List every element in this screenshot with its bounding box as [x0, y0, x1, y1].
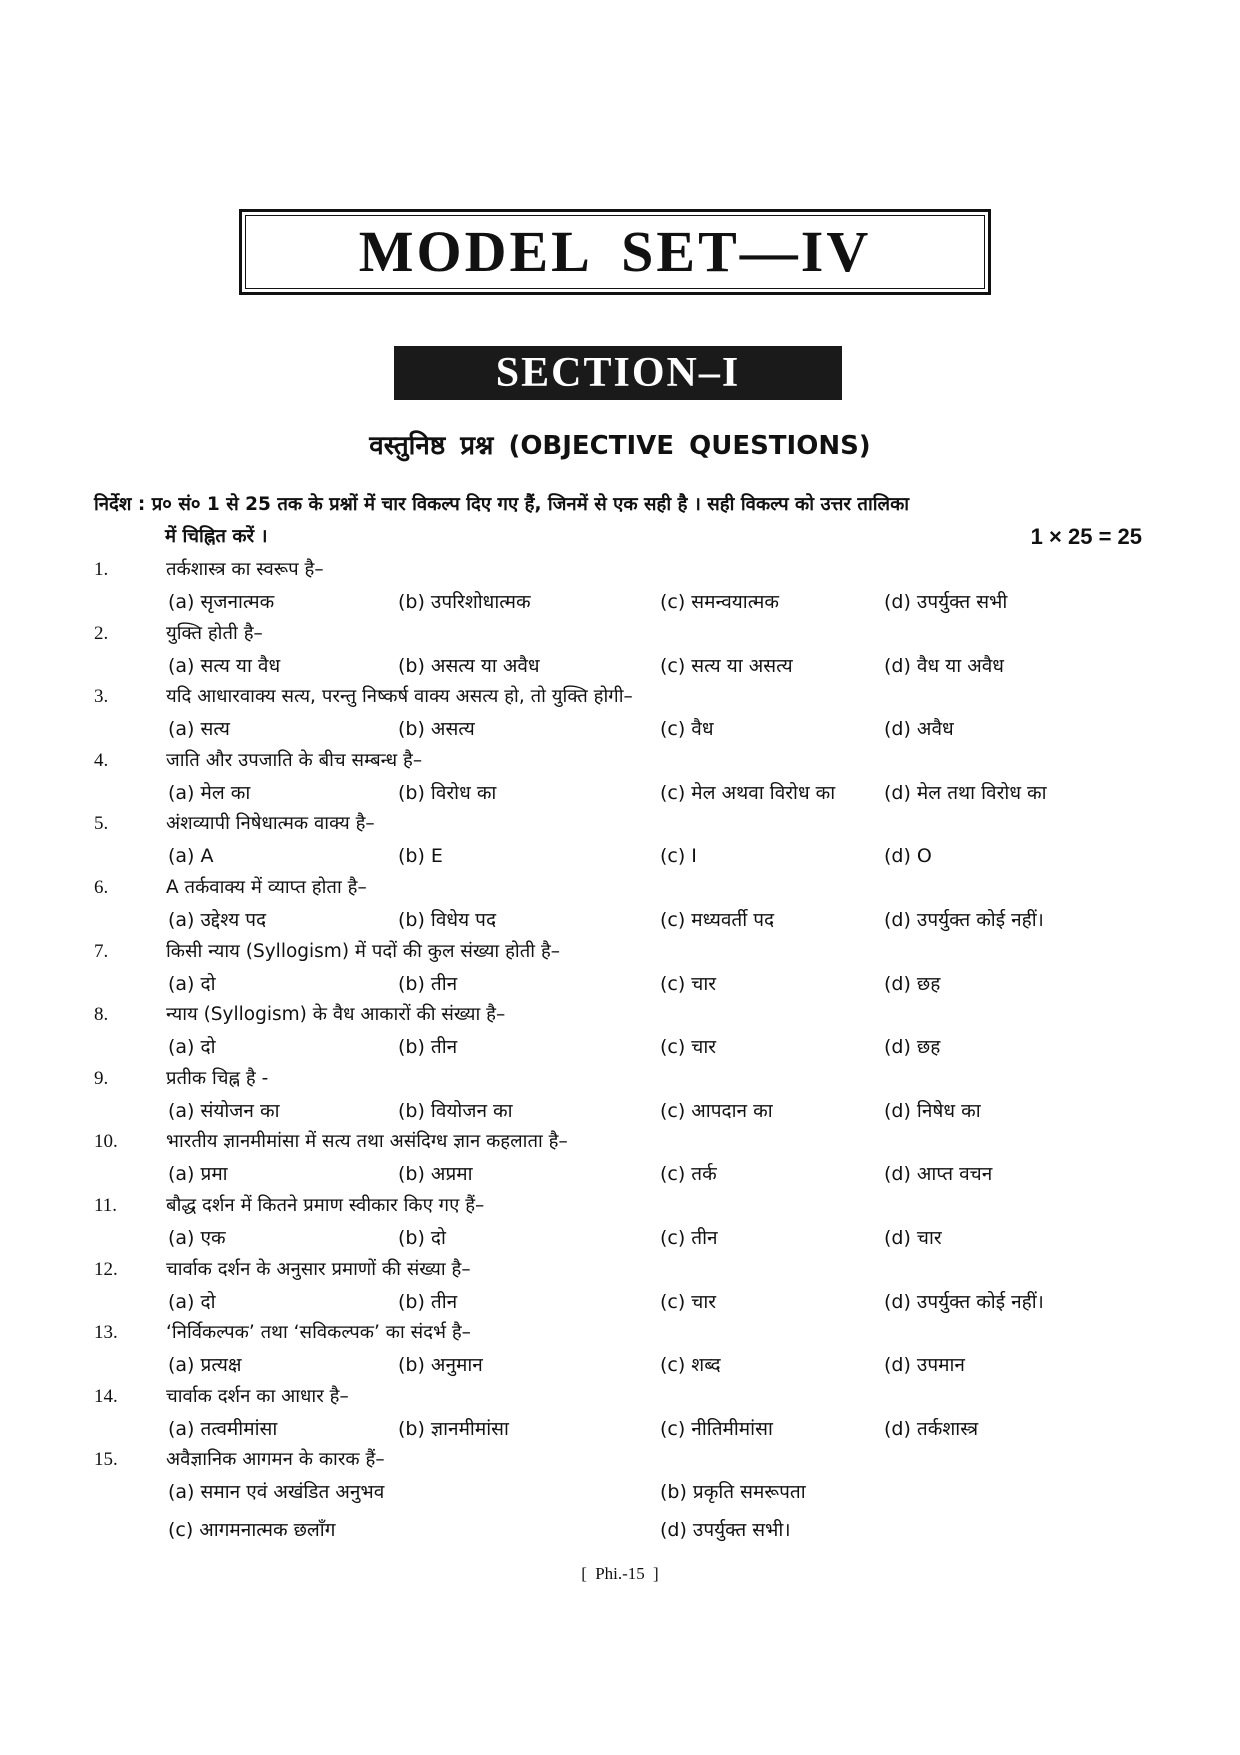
- question-number: 15.: [94, 1449, 118, 1471]
- option-b: (b) दो: [398, 1226, 446, 1249]
- option-c: (c) समन्वयात्मक: [660, 591, 779, 613]
- option-c: (c) आगमनात्मक छलाँग: [168, 1519, 336, 1542]
- question-item: [0, 1190, 1240, 1254]
- option-c: (c) I: [660, 845, 697, 868]
- option-b: (b) अप्रमा: [398, 1163, 473, 1186]
- question-item: [0, 1063, 1240, 1127]
- question-number: 3.: [94, 686, 109, 708]
- option-a: (a) उद्देश्य पद: [168, 908, 267, 931]
- question-item: [0, 1317, 1240, 1381]
- question-number: 10.: [94, 1131, 118, 1153]
- question-text: अंशव्यापी निषेधात्मक वाक्य है–: [166, 813, 375, 835]
- option-d: (d) निषेध का: [884, 1099, 981, 1122]
- model-set-title-box: [239, 209, 991, 295]
- option-c: (c) आपदान का: [660, 1099, 773, 1122]
- question-text: न्याय (Syllogism) के वैध आकारों की संख्या है–: [166, 1004, 506, 1026]
- question-item: [0, 936, 1240, 1000]
- option-d: (d) चार: [884, 1226, 942, 1249]
- question-list: [0, 554, 1240, 1564]
- option-c: (c) शब्द: [660, 1354, 721, 1377]
- question-text: A तर्कवाक्य में व्याप्त होता है–: [166, 876, 367, 898]
- option-a: (a) सत्य: [168, 718, 230, 741]
- option-a: (a) मेल का: [168, 781, 251, 804]
- question-item: [0, 1254, 1240, 1318]
- option-d: (d) उपर्युक्त सभी: [884, 591, 1008, 613]
- page-title: MODEL SET—IV: [358, 219, 872, 284]
- question-text: अवैज्ञानिक आगमन के कारक हैं–: [166, 1449, 385, 1471]
- option-c: (c) मेल अथवा विरोध का: [660, 781, 836, 804]
- section-banner: [394, 346, 842, 400]
- question-item: [0, 681, 1240, 745]
- question-item: [0, 745, 1240, 809]
- marks-formula: 1 × 25 = 25: [1030, 524, 1142, 549]
- option-a: (a) प्रत्यक्ष: [168, 1354, 242, 1377]
- question-item: [0, 618, 1240, 682]
- option-c: (c) तर्क: [660, 1163, 717, 1186]
- question-item: [0, 1126, 1240, 1190]
- option-b: (b) ज्ञानमीमांसा: [398, 1417, 509, 1440]
- question-number: 4.: [94, 749, 109, 771]
- option-c: (c) सत्य या असत्य: [660, 654, 793, 677]
- option-b: (b) तीन: [398, 972, 458, 995]
- instructions-line-2: में चिह्नित करें ।: [165, 526, 268, 547]
- section-title: SECTION–I: [495, 350, 741, 396]
- option-b: (b) अनुमान: [398, 1354, 483, 1377]
- option-b: (b) असत्य: [398, 718, 475, 741]
- option-b: (b) विरोध का: [398, 781, 497, 804]
- question-text: तर्कशास्त्र का स्वरूप है–: [166, 559, 324, 580]
- option-d: (d) अवैध: [884, 718, 954, 741]
- question-item: [0, 808, 1240, 872]
- question-item: [0, 1381, 1240, 1445]
- question-number: 6.: [94, 876, 109, 898]
- option-a: (a) A: [168, 845, 214, 868]
- option-c: (c) चार: [660, 1290, 717, 1313]
- option-d: (d) आप्त वचन: [884, 1163, 993, 1186]
- question-number: 2.: [94, 622, 109, 644]
- option-d: (d) वैध या अवैध: [884, 654, 1004, 677]
- option-a: (a) एक: [168, 1226, 226, 1249]
- option-b: (b) वियोजन का: [398, 1099, 513, 1122]
- question-number: 1.: [94, 559, 109, 580]
- question-text: यदि आधारवाक्य सत्य, परन्तु निष्कर्ष वाक्य असत्य हो, तो युक्ति होगी–: [166, 686, 633, 708]
- question-text: ‘निर्विकल्पक’ तथा ‘सविकल्पक’ का संदर्भ है–: [166, 1322, 471, 1344]
- question-text: युक्ति होती है–: [166, 622, 263, 644]
- option-a: (a) संयोजन का: [168, 1099, 280, 1122]
- option-c: (c) वैध: [660, 718, 714, 741]
- page-footer: [ Phi.-15 ]: [581, 1564, 659, 1583]
- option-b: (b) तीन: [398, 1290, 458, 1313]
- option-b: (b) असत्य या अवैध: [398, 654, 540, 677]
- option-b: (b) विधेय पद: [398, 908, 497, 931]
- option-a: (a) सृजनात्मक: [168, 591, 275, 613]
- option-d: (d) छह: [884, 972, 941, 995]
- option-a: (a) प्रमा: [168, 1163, 228, 1186]
- question-number: 7.: [94, 940, 109, 962]
- question-item: [0, 872, 1240, 936]
- question-text: जाति और उपजाति के बीच सम्बन्ध है–: [166, 749, 423, 771]
- option-a: (a) दो: [168, 1290, 216, 1313]
- option-d: (d) छह: [884, 1036, 941, 1059]
- question-text: किसी न्याय (Syllogism) में पदों की कुल संख्या होती है–: [166, 940, 561, 962]
- option-c: (c) चार: [660, 972, 717, 995]
- option-c: (c) नीतिमीमांसा: [660, 1417, 773, 1440]
- option-a: (a) सत्य या वैध: [168, 654, 281, 677]
- question-text: चार्वाक दर्शन का आधार है–: [166, 1385, 349, 1407]
- option-d: (d) उपर्युक्त कोई नहीं।: [884, 908, 1044, 931]
- option-c: (c) तीन: [660, 1226, 718, 1249]
- subtitle: वस्तुनिष्ठ प्रश्न (OBJECTIVE QUESTIONS): [369, 431, 871, 461]
- option-a: (a) दो: [168, 1036, 216, 1059]
- question-number: 11.: [94, 1194, 118, 1216]
- question-number: 9.: [94, 1067, 109, 1089]
- question-text: बौद्ध दर्शन में कितने प्रमाण स्वीकार किए गए हैं–: [166, 1194, 485, 1216]
- option-a: (a) तत्वमीमांसा: [168, 1417, 278, 1440]
- option-d: (d) उपर्युक्त सभी।: [660, 1519, 791, 1542]
- option-d: (d) तर्कशास्त्र: [884, 1417, 979, 1440]
- option-a: (a) दो: [168, 972, 216, 995]
- question-number: 13.: [94, 1322, 118, 1344]
- option-b: (b) तीन: [398, 1036, 458, 1059]
- option-d: (d) O: [884, 845, 932, 868]
- question-text: भारतीय ज्ञानमीमांसा में सत्य तथा असंदिग्ध ज्ञान कहलाता है–: [166, 1131, 568, 1153]
- question-number: 12.: [94, 1258, 118, 1280]
- option-b: (b) E: [398, 845, 443, 868]
- option-b: (b) प्रकृति समरूपता: [660, 1481, 806, 1504]
- option-c: (c) चार: [660, 1036, 717, 1059]
- question-number: 14.: [94, 1385, 118, 1407]
- title-inner-border: [245, 215, 985, 289]
- question-item: [0, 999, 1240, 1063]
- option-d: (d) मेल तथा विरोध का: [884, 781, 1047, 804]
- question-number: 5.: [94, 813, 109, 835]
- option-d: (d) उपमान: [884, 1354, 965, 1377]
- option-a: (a) समान एवं अखंडित अनुभव: [168, 1481, 385, 1504]
- question-number: 8.: [94, 1004, 109, 1026]
- question-text: प्रतीक चिह्न है -: [166, 1067, 269, 1089]
- option-d: (d) उपर्युक्त कोई नहीं।: [884, 1290, 1044, 1313]
- option-c: (c) मध्यवर्ती पद: [660, 908, 775, 931]
- question-item: [0, 1444, 1240, 1564]
- question-item: [0, 554, 1240, 618]
- question-text: चार्वाक दर्शन के अनुसार प्रमाणों की संख्या है–: [166, 1258, 471, 1280]
- option-b: (b) उपरिशोधात्मक: [398, 591, 531, 613]
- instructions-line-1: निर्देश : प्र० सं० 1 से 25 तक के प्रश्नों में चार विकल्प दिए गए हैं, जिनमें से एक सही है । सही विकल्प को उत्तर तालिका: [94, 494, 910, 515]
